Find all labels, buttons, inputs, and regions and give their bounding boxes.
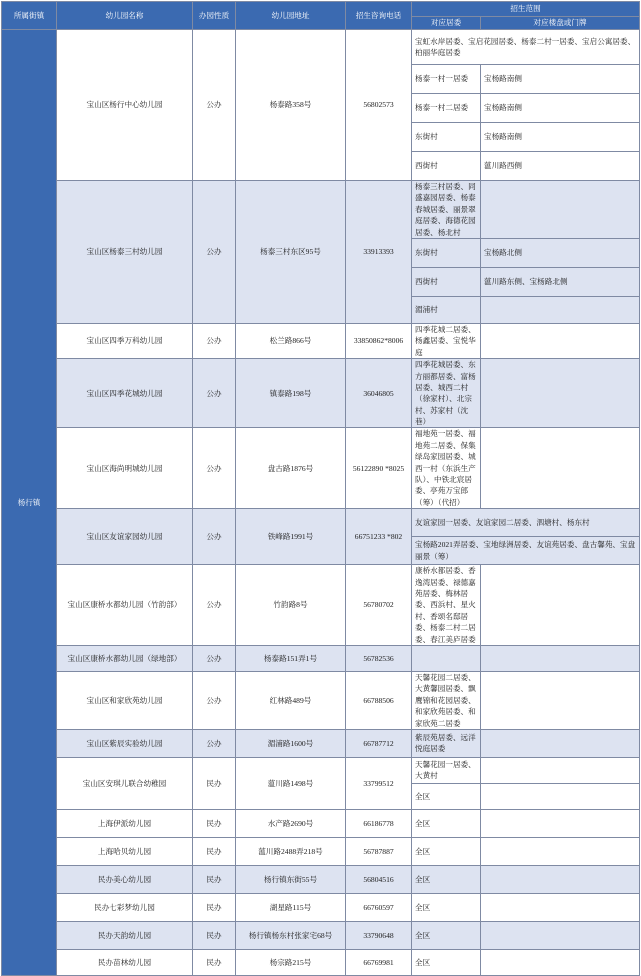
nature-cell: 民办 xyxy=(193,949,236,975)
buildings-cell xyxy=(481,565,640,646)
committee-cell: 友谊家园一居委、友谊家园二居委、泗塘村、杨东村 xyxy=(412,509,640,537)
kindergarten-name: 宝山区康桥水都幼儿园（绿地部） xyxy=(57,645,193,671)
committee-cell: 四季花城居委、东方丽都居委、富杨居委、城西二村（徐家村）、北宗村、苏家村（沈巷） xyxy=(412,359,481,428)
address-cell: 水产路2690号 xyxy=(236,809,346,837)
buildings-cell xyxy=(481,893,640,921)
buildings-cell: 蕰川路西侧 xyxy=(481,152,640,181)
table-row xyxy=(2,428,640,509)
address-cell: 杨宗路215号 xyxy=(236,949,346,975)
phone-cell: 56787887 xyxy=(346,837,412,865)
buildings-cell xyxy=(481,181,640,239)
phone-cell: 36046805 xyxy=(346,359,412,428)
header-district: 所属街镇 xyxy=(2,2,57,30)
kindergarten-name: 宝山区友谊家园幼儿园 xyxy=(57,509,193,565)
kindergarten-name: 宝山区四季花城幼儿园 xyxy=(57,359,193,428)
address-cell: 铁峰路1991号 xyxy=(236,509,346,565)
table-row xyxy=(2,921,640,949)
committee-cell: 湄浦村 xyxy=(412,296,481,323)
buildings-cell xyxy=(481,921,640,949)
nature-cell: 民办 xyxy=(193,757,236,809)
buildings-cell: 宝杨路南侧 xyxy=(481,65,640,94)
committee-cell: 全区 xyxy=(412,949,481,975)
nature-cell: 民办 xyxy=(193,809,236,837)
address-cell: 杨行镇东街55号 xyxy=(236,865,346,893)
table-row xyxy=(2,757,640,783)
nature-cell: 公办 xyxy=(193,359,236,428)
phone-cell: 66751233 *802 xyxy=(346,509,412,565)
table-row xyxy=(2,323,640,358)
kindergarten-name: 上海哈贝幼儿园 xyxy=(57,837,193,865)
buildings-cell xyxy=(481,645,640,671)
committee-cell: 全区 xyxy=(412,837,481,865)
committee-cell: 全区 xyxy=(412,865,481,893)
committee-cell: 天馨花园一居委、大黄村 xyxy=(412,757,481,783)
kindergarten-name: 宝山区杨行中心幼儿园 xyxy=(57,30,193,181)
table-row xyxy=(2,865,640,893)
committee-cell: 西街村 xyxy=(412,152,481,181)
buildings-cell: 宝杨路南侧 xyxy=(481,123,640,152)
enrollment-table xyxy=(1,1,640,976)
committee-cell: 宝杨路2021弄居委、宝地绿洲居委、友谊苑居委、盘古馨苑、宝盘丽景（筹） xyxy=(412,537,640,565)
nature-cell: 公办 xyxy=(193,428,236,509)
phone-cell: 66787712 xyxy=(346,729,412,757)
table-row xyxy=(2,837,640,865)
buildings-cell xyxy=(481,837,640,865)
phone-cell: 66760597 xyxy=(346,893,412,921)
address-cell: 蕰川路2488弄218号 xyxy=(236,837,346,865)
phone-cell: 66769981 xyxy=(346,949,412,975)
town-cell: 杨行镇 xyxy=(2,30,57,976)
table-row xyxy=(2,809,640,837)
address-cell: 竹韵路8号 xyxy=(236,565,346,646)
buildings-cell xyxy=(481,865,640,893)
committee-cell: 东街村 xyxy=(412,123,481,152)
table-row xyxy=(2,645,640,671)
phone-cell: 56782536 xyxy=(346,645,412,671)
address-cell: 杨泰三村东区95号 xyxy=(236,181,346,324)
table-row xyxy=(2,729,640,757)
committee-cell: 天馨花园二居委、大黄馨园居委、飘鹰锦和花园居委、和家欣苑居委、和家欣苑二居委 xyxy=(412,671,481,729)
committee-cell: 西街村 xyxy=(412,267,481,296)
nature-cell: 公办 xyxy=(193,323,236,358)
kindergarten-name: 民办苗林幼儿园 xyxy=(57,949,193,975)
header-phone: 招生咨询电话 xyxy=(346,2,412,30)
nature-cell: 民办 xyxy=(193,921,236,949)
address-cell: 镇泰路198号 xyxy=(236,359,346,428)
kindergarten-name: 上海伊派幼儿园 xyxy=(57,809,193,837)
address-cell: 湄浦路1600号 xyxy=(236,729,346,757)
phone-cell: 33850862*8006 xyxy=(346,323,412,358)
buildings-cell: 宝杨路南侧 xyxy=(481,94,640,123)
committee-cell: 福地苑一居委、福地苑二居委、保集绿岛家园居委、城西一村（东浜生产队）、中铁北宸居委、亭苑万宝郎（筹）（代招） xyxy=(412,428,481,509)
buildings-cell xyxy=(481,949,640,975)
committee-cell: 全区 xyxy=(412,893,481,921)
kindergarten-name: 宝山区和家欣苑幼儿园 xyxy=(57,671,193,729)
buildings-cell xyxy=(481,323,640,358)
phone-cell: 56802573 xyxy=(346,30,412,181)
phone-cell: 33913393 xyxy=(346,181,412,324)
kindergarten-name: 民办七彩梦幼儿园 xyxy=(57,893,193,921)
table-row xyxy=(2,181,640,239)
header-scope: 招生范围 xyxy=(412,2,640,17)
phone-cell: 66788506 xyxy=(346,671,412,729)
table-row xyxy=(2,359,640,428)
table-row xyxy=(2,949,640,975)
kindergarten-name: 宝山区安琪儿联合幼稚园 xyxy=(57,757,193,809)
phone-cell: 66186778 xyxy=(346,809,412,837)
buildings-cell xyxy=(481,671,640,729)
kindergarten-name: 宝山区紫辰实验幼儿园 xyxy=(57,729,193,757)
buildings-cell xyxy=(481,729,640,757)
table-row xyxy=(2,509,640,537)
nature-cell: 民办 xyxy=(193,893,236,921)
nature-cell: 公办 xyxy=(193,645,236,671)
nature-cell: 公办 xyxy=(193,509,236,565)
header-committee: 对应居委 xyxy=(412,17,481,30)
address-cell: 杨泰路358号 xyxy=(236,30,346,181)
committee-cell: 杨泰一村一居委 xyxy=(412,65,481,94)
address-cell: 杨行镇杨东村张家宅68号 xyxy=(236,921,346,949)
address-cell: 松兰路866号 xyxy=(236,323,346,358)
address-cell: 盘古路1876号 xyxy=(236,428,346,509)
phone-cell: 56804516 xyxy=(346,865,412,893)
kindergarten-name: 宝山区四季万科幼儿园 xyxy=(57,323,193,358)
table-row xyxy=(2,671,640,729)
phone-cell: 56780702 xyxy=(346,565,412,646)
kindergarten-name: 宝山区康桥水都幼儿园（竹韵部） xyxy=(57,565,193,646)
address-cell: 杨泰路151弄1号 xyxy=(236,645,346,671)
phone-cell: 33799512 xyxy=(346,757,412,809)
nature-cell: 公办 xyxy=(193,565,236,646)
kindergarten-name: 宝山区海尚明城幼儿园 xyxy=(57,428,193,509)
committee-cell xyxy=(412,645,481,671)
buildings-cell: 蕰川路东侧、宝杨路北侧 xyxy=(481,267,640,296)
table-row xyxy=(2,893,640,921)
buildings-cell xyxy=(481,428,640,509)
nature-cell: 公办 xyxy=(193,671,236,729)
table-row xyxy=(2,30,640,65)
committee-cell: 四季花城二居委、杨鑫居委、宝悦华庭 xyxy=(412,323,481,358)
address-cell: 湖星路115号 xyxy=(236,893,346,921)
buildings-cell xyxy=(481,359,640,428)
kindergarten-name: 民办美心幼儿园 xyxy=(57,865,193,893)
nature-cell: 民办 xyxy=(193,865,236,893)
nature-cell: 公办 xyxy=(193,181,236,324)
buildings-cell: 宝杨路北侧 xyxy=(481,238,640,267)
nature-cell: 民办 xyxy=(193,837,236,865)
kindergarten-name: 民办天韵幼儿园 xyxy=(57,921,193,949)
committee-cell: 全区 xyxy=(412,809,481,837)
committee-cell: 宝虹水岸居委、宝启花园居委、杨泰二村一居委、宝启公寓居委、柏丽华庭居委 xyxy=(412,30,640,65)
committee-cell: 东街村 xyxy=(412,238,481,267)
address-cell: 蕰川路1498号 xyxy=(236,757,346,809)
kindergarten-name: 宝山区杨泰三村幼儿园 xyxy=(57,181,193,324)
committee-cell: 紫辰苑居委、远洋悦庭居委 xyxy=(412,729,481,757)
buildings-cell xyxy=(481,296,640,323)
committee-cell: 全区 xyxy=(412,921,481,949)
table-body xyxy=(2,30,640,976)
address-cell: 红林路489号 xyxy=(236,671,346,729)
committee-cell: 杨泰三村居委、同盛嘉园居委、杨泰春城居委、丽景翠庭居委、海德花园居委、杨北村 xyxy=(412,181,481,239)
table-row xyxy=(2,565,640,646)
phone-cell: 33790648 xyxy=(346,921,412,949)
header-name: 幼儿园名称 xyxy=(57,2,193,30)
committee-cell: 全区 xyxy=(412,783,481,809)
header-address: 幼儿园地址 xyxy=(236,2,346,30)
buildings-cell xyxy=(481,809,640,837)
nature-cell: 公办 xyxy=(193,729,236,757)
nature-cell: 公办 xyxy=(193,30,236,181)
header-buildings: 对应楼盘或门牌 xyxy=(481,17,640,30)
buildings-cell xyxy=(481,783,640,809)
committee-cell: 杨泰一村二居委 xyxy=(412,94,481,123)
buildings-cell xyxy=(481,757,640,783)
phone-cell: 56122890 *8025 xyxy=(346,428,412,509)
header-nature: 办园性质 xyxy=(193,2,236,30)
committee-cell: 康桥水都居委、香逸湾居委、禄德嘉苑居委、梅林居委、西浜村、星火村、香颂名邸居委、杨泰二村二居委、春江美庐居委 xyxy=(412,565,481,646)
